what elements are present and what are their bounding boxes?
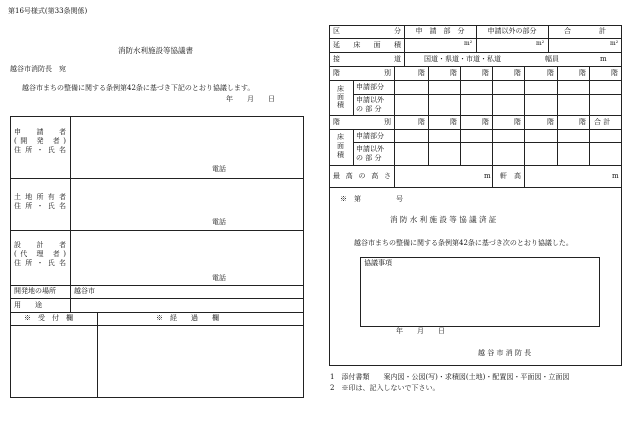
certificate-text: 越谷市まちの整備に関する条例第42条に基づき次のとおり協議した。 <box>354 239 573 247</box>
floor-unit: 階 <box>482 69 489 77</box>
other-part-label: 申請以外 <box>356 96 384 104</box>
header-category: 区 分 <box>333 27 401 35</box>
other-part-label: の 部 分 <box>356 154 382 162</box>
header-applied: 申 請 部 分 <box>415 27 465 35</box>
designer-label-2: (代 理 者) <box>14 250 66 258</box>
landowner-field[interactable] <box>72 181 300 221</box>
use-label: 用 途 <box>14 301 42 309</box>
applicant-phone-label: 電話 <box>212 165 226 173</box>
floor-unit: 階 <box>579 69 586 77</box>
floor-header-2: 階 別 <box>333 118 391 126</box>
header-other: 申請以外の部分 <box>487 27 537 35</box>
floor-header-1: 階 別 <box>333 69 391 77</box>
applicant-label-2: (開 発 者) <box>14 137 66 145</box>
form-number: 第16号様式(第33条関係) <box>8 7 88 15</box>
use-field[interactable] <box>72 300 300 310</box>
landowner-label-1: 土地所有者 <box>14 193 66 201</box>
agreement-items-box[interactable] <box>360 257 600 327</box>
site-value[interactable]: 越谷市 <box>74 287 95 295</box>
frontage-label: 接 道 <box>333 55 401 63</box>
width-label: 幅員 <box>545 55 559 63</box>
eaves-label: 軒 高 <box>500 172 521 180</box>
width-unit: m <box>600 55 607 63</box>
certificate-title: 消 防 水 利 施 設 等 協 議 済 証 <box>390 215 497 224</box>
designer-phone-label: 電話 <box>212 274 226 282</box>
applied-part-label: 申請部分 <box>356 83 384 91</box>
applied-part-label: 申請部分 <box>356 132 384 140</box>
max-height-label: 最高の高さ <box>333 172 391 180</box>
progress-label: ※ 経 過 欄 <box>156 314 219 322</box>
designer-label-1: 設 計 者 <box>14 241 66 249</box>
floor-area-side: 積 <box>337 101 344 109</box>
floor-unit: 階 <box>611 69 618 77</box>
designer-field[interactable] <box>72 233 300 275</box>
eaves-unit: m <box>612 172 619 180</box>
reception-label: ※ 受 付 欄 <box>24 314 73 322</box>
sqm-other: m² <box>536 40 545 47</box>
site-label: 開発地の場所 <box>14 287 56 295</box>
floor-area-side: 床 <box>337 85 344 93</box>
floor-unit: 階 <box>514 69 521 77</box>
note-2: 2 ※印は、記入しないで下さい。 <box>330 384 440 392</box>
floor-unit: 階 <box>450 118 457 126</box>
floor-area-side: 面 <box>337 142 344 150</box>
floor-area-side: 積 <box>337 151 344 159</box>
applicant-label-1: 申 請 者 <box>14 128 66 136</box>
max-height-unit: m <box>484 172 491 180</box>
addressee: 越谷市消防長 宛 <box>10 65 66 73</box>
note-1: 1 添付書類 案内図・公図(写)・求積図(土地)・配置図・平面図・立面図 <box>330 373 570 381</box>
certificate-date: 年 月 日 <box>396 327 445 335</box>
other-part-label: の 部 分 <box>356 105 382 113</box>
landowner-label-2: 住所・氏名 <box>14 202 66 210</box>
other-part-label: 申請以外 <box>356 145 384 153</box>
road-types[interactable]: 国道・県道・市道・私道 <box>424 55 501 63</box>
applicant-field[interactable] <box>72 120 300 170</box>
sqm-applied: m² <box>464 40 473 47</box>
floor-total-label: 合 計 <box>594 118 611 126</box>
floor-unit: 階 <box>514 118 521 126</box>
floor-unit: 階 <box>450 69 457 77</box>
floor-unit: 階 <box>547 118 554 126</box>
applicant-label-3: 住所・氏名 <box>14 146 66 154</box>
sqm-total: m² <box>610 40 619 47</box>
floor-unit: 階 <box>547 69 554 77</box>
form-title: 消防水利施設等協議書 <box>118 46 193 55</box>
floor-unit: 階 <box>418 118 425 126</box>
floor-area-side: 面 <box>337 93 344 101</box>
designer-label-3: 住所・氏名 <box>14 259 66 267</box>
agreement-items-label: 協議事項 <box>364 259 392 267</box>
certificate-number: ※ 第 号 <box>340 195 403 203</box>
header-total: 合 計 <box>564 27 606 35</box>
floor-area-side: 床 <box>337 133 344 141</box>
submission-date: 年 月 日 <box>226 95 275 103</box>
landowner-phone-label: 電話 <box>212 218 226 226</box>
floor-unit: 階 <box>418 69 425 77</box>
intro-text: 越谷市まちの整備に関する条例第42条に基づき下記のとおり協議します。 <box>22 84 255 92</box>
certificate-signer: 越 谷 市 消 防 長 <box>478 349 532 357</box>
floor-unit: 階 <box>482 118 489 126</box>
floor-unit: 階 <box>579 118 586 126</box>
floor-area-label: 延 床 面 積 <box>333 41 401 49</box>
